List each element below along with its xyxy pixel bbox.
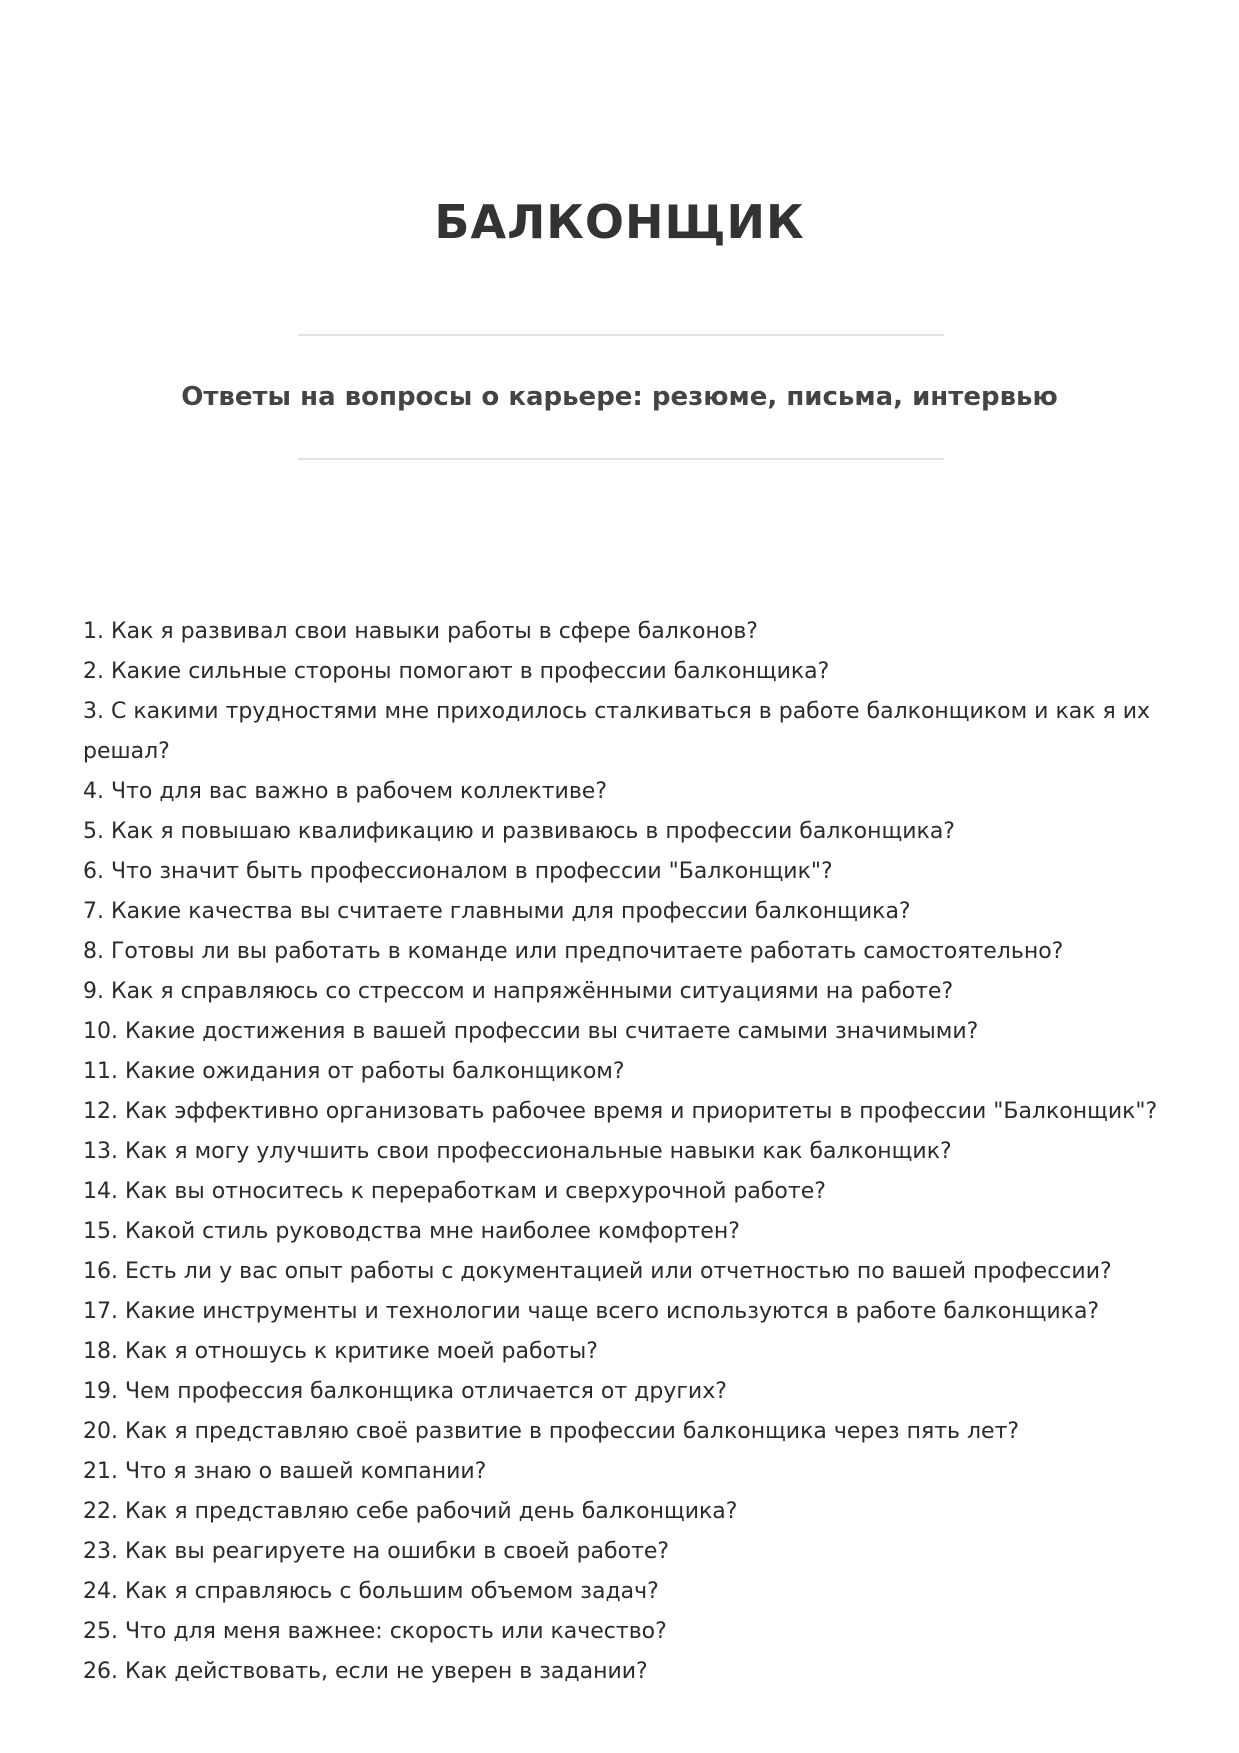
question-item: 26. Как действовать, если не уверен в задании? [83, 1659, 648, 1684]
page-title: БАЛКОНЩИК [434, 195, 805, 249]
question-item: 23. Как вы реагируете на ошибки в своей работе? [83, 1539, 670, 1564]
question-item: 20. Как я представляю своё развитие в профессии балконщика через пять лет? [83, 1419, 1020, 1444]
divider-top [298, 334, 944, 336]
question-item: 24. Как я справляюсь с большим объемом задач? [83, 1579, 659, 1604]
question-item: 4. Что для вас важно в рабочем коллективе? [83, 779, 608, 804]
question-item: 12. Как эффективно организовать рабочее время и приоритеты в профессии "Балконщик"? [83, 1099, 1158, 1124]
question-item: 8. Готовы ли вы работать в команде или предпочитаете работать самостоятельно? [83, 939, 1064, 964]
question-item: 9. Как я справляюсь со стрессом и напряжёнными ситуациями на работе? [83, 979, 954, 1004]
question-item: 2. Какие сильные стороны помогают в профессии балконщика? [83, 659, 830, 684]
question-item: 18. Как я отношусь к критике моей работы? [83, 1339, 598, 1364]
question-item: 25. Что для меня важнее: скорость или качество? [83, 1619, 667, 1644]
question-item: 11. Какие ожидания от работы балконщиком? [83, 1059, 625, 1084]
divider-bottom [298, 458, 944, 460]
question-item: 22. Как я представляю себе рабочий день балконщика? [83, 1499, 738, 1524]
question-item: 5. Как я повышаю квалификацию и развиваюсь в профессии балконщика? [83, 819, 955, 844]
question-item: 10. Какие достижения в вашей профессии вы считаете самыми значимыми? [83, 1019, 979, 1044]
question-item: 21. Что я знаю о вашей компании? [83, 1459, 487, 1484]
question-item: 17. Какие инструменты и технологии чаще всего используются в работе балконщика? [83, 1299, 1100, 1324]
question-list [83, 612, 1163, 1692]
question-item: 3. С какими трудностями мне приходилось сталкиваться в работе балконщиком и как я их решал? [83, 699, 1151, 764]
question-item: 16. Есть ли у вас опыт работы с документацией или отчетностью по вашей профессии? [83, 1259, 1112, 1284]
question-item: 7. Какие качества вы считаете главными для профессии балконщика? [83, 899, 911, 924]
page-subtitle: Ответы на вопросы о карьере: резюме, письма, интервью [181, 382, 1058, 412]
question-item: 14. Как вы относитесь к переработкам и сверхурочной работе? [83, 1179, 826, 1204]
question-item: 13. Как я могу улучшить свои профессиональные навыки как балконщик? [83, 1139, 952, 1164]
question-item: 19. Чем профессия балконщика отличается от других? [83, 1379, 727, 1404]
question-item: 1. Как я развивал свои навыки работы в сфере балконов? [83, 619, 758, 644]
question-item: 15. Какой стиль руководства мне наиболее комфортен? [83, 1219, 740, 1244]
question-item: 6. Что значит быть профессионалом в профессии "Балконщик"? [83, 859, 833, 884]
